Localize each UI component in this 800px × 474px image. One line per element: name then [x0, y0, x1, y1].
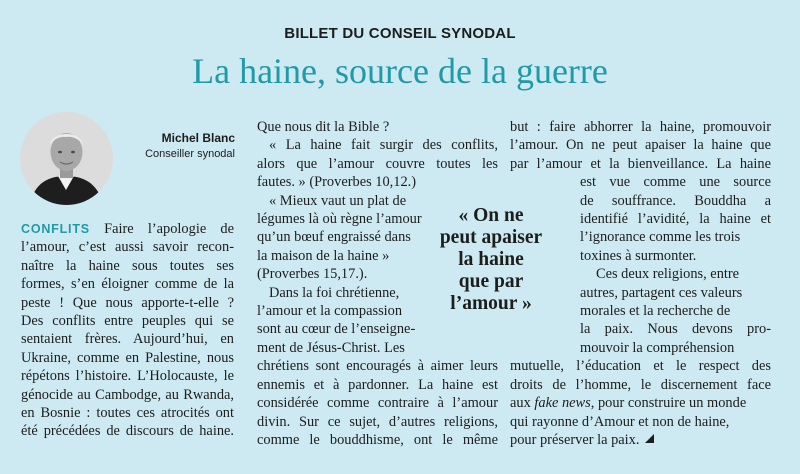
- text-line: alors que l’amour couvre toutes les: [257, 155, 498, 172]
- text-line: la paix. Nous devons pro-: [580, 321, 771, 338]
- text-line: légumes là où règne l’amour: [257, 211, 422, 228]
- end-of-article-icon: [645, 434, 654, 443]
- text-line: fautes. » (Proverbes 10,12.): [257, 174, 417, 191]
- text-line: morales et la recherche de: [580, 303, 731, 320]
- text-line: identifié l’avidité, la haine et: [580, 211, 771, 228]
- text-line: comme le bouddhisme, ont le même: [257, 431, 498, 448]
- text-line: considérée comme contraire à l’amour: [257, 395, 498, 412]
- text-line: l’amour et la compassion: [257, 303, 403, 320]
- text-line: répétons l’histoire. L’Holocauste, le: [21, 368, 234, 385]
- article-title: La haine, source de la guerre: [192, 51, 608, 91]
- text-line: Dans la foi chrétienne,: [269, 284, 400, 301]
- pull-quote-line: la haine: [458, 249, 524, 270]
- lead-word: CONFLITS: [21, 222, 90, 236]
- text-line: qu’un bœuf engraissé dans: [257, 229, 411, 246]
- text-line: en Bosnie : toutes ces atrocités ont: [21, 405, 234, 422]
- pull-quote-line: que par: [458, 271, 524, 292]
- text-line: mouvoir la compréhension: [580, 339, 735, 356]
- author-name: Michel Blanc: [161, 131, 235, 145]
- text-line: but : faire abhorrer la haine, promouvoir: [510, 119, 771, 135]
- text-line: est vue comme une source: [580, 174, 771, 191]
- text-line: droits de l’homme, le discernement face: [510, 376, 771, 393]
- text-line: pour préserver la paix.: [510, 431, 771, 449]
- text-line: divin. Sur ce sujet, d’autres religions,: [257, 413, 498, 430]
- author-role: Conseiller synodal: [145, 148, 235, 160]
- text-line: Que nous dit la Bible ?: [257, 119, 390, 135]
- text-line: sont au cœur de l’enseigne-: [257, 321, 416, 338]
- fake-news-term: fake news: [534, 395, 591, 412]
- text-line: été précédées de discours de haine.: [21, 423, 234, 440]
- author-photo: [20, 112, 113, 205]
- text-line: Ukraine, comme en Palestine, nous: [21, 349, 234, 366]
- text-line: formes, s’en éloigner comme de la: [21, 276, 234, 293]
- text-line: de souffrance. Bouddha a: [580, 192, 771, 209]
- author-portrait-icon: [20, 112, 113, 205]
- pull-quote-line: « On ne: [458, 205, 524, 226]
- text-line: l’amour. On ne peut apaiser la haine que: [510, 137, 771, 154]
- text-line: Des conflits entre peuples qui se: [21, 313, 234, 330]
- text-line: la maison de la haine »: [257, 247, 390, 264]
- text-line: CONFLITS Faire l’apologie de: [21, 221, 234, 237]
- text-line: « Mieux vaut un plat de: [269, 192, 407, 209]
- text-line: mutuelle, l’éducation et le respect des: [510, 358, 771, 375]
- text-line: naître la haine sous toutes ses: [21, 257, 234, 274]
- article-column-1: [21, 220, 234, 441]
- text-line: toxines à surmonter.: [580, 247, 697, 264]
- article-column-3: [510, 118, 771, 449]
- text-line: par l’amour et la bienveillance. La haine: [510, 155, 771, 172]
- section-kicker: BILLET DU CONSEIL SYNODAL: [284, 25, 516, 42]
- text-line: sentaient frères. Aujourd’hui, en: [21, 331, 234, 348]
- text-line: génocide au Cambodge, au Rwanda,: [21, 386, 234, 403]
- text-line: autres, partagent ces valeurs: [580, 284, 743, 301]
- text-line: l’ignorance comme les trois: [580, 229, 741, 246]
- text-line: ment de Jésus-Christ. Les: [257, 339, 405, 356]
- text-line: peste ! Que nous apporte-t-elle ?: [21, 294, 234, 311]
- text-line: « La haine fait surgir des conflits,: [269, 137, 498, 154]
- text-line: aux fake news, pour construire un monde: [510, 395, 747, 412]
- pull-quote-line: l’amour »: [450, 293, 532, 314]
- text-line: Ces deux religions, entre: [596, 266, 740, 283]
- text-line: chrétiens sont encouragés à aimer leurs: [257, 358, 498, 375]
- text-line: l’amour, c’est aussi savoir recon-: [21, 239, 234, 256]
- text-line: (Proverbes 15,17.).: [257, 266, 368, 283]
- pull-quote-line: peut apaiser: [439, 227, 543, 248]
- text-line: qui rayonne d’Amour et non de haine,: [510, 413, 730, 430]
- text-line: ennemis et à pardonner. La haine est: [257, 376, 498, 393]
